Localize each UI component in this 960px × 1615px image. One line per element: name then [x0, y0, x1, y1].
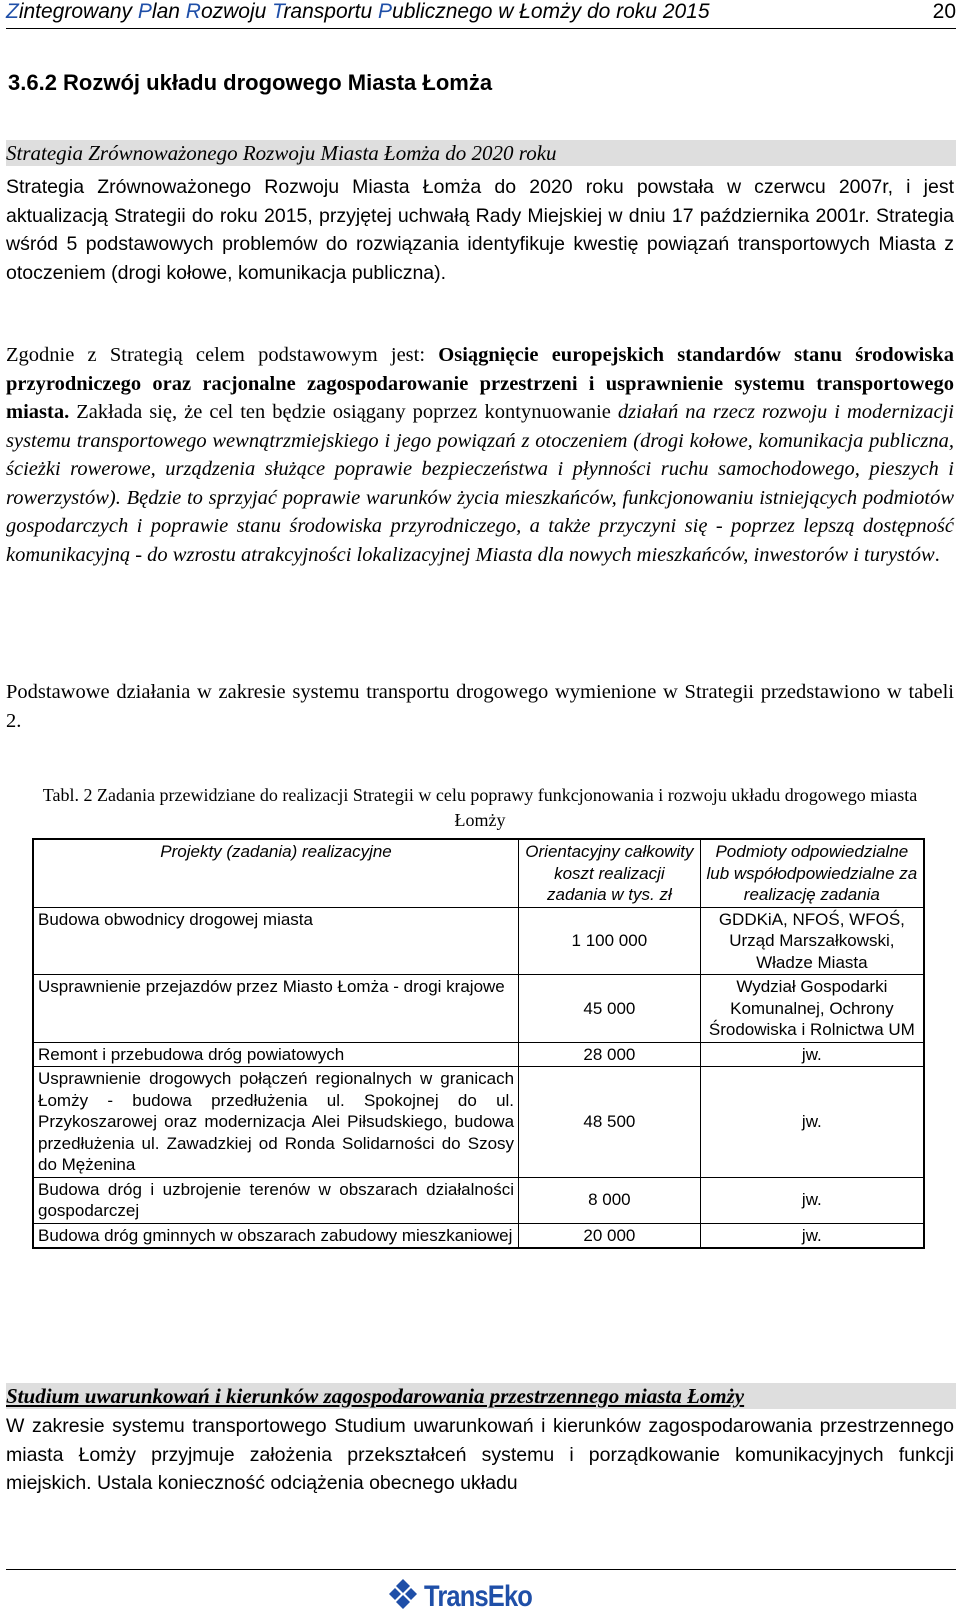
table-row	[33, 907, 924, 975]
section-heading: 3.6.2 Rozwój układu drogowego Miasta Łomża	[8, 70, 493, 95]
entity-cell: GDDKiA, NFOŚ, WFOŚ, Urząd Marszałkowski, Władze Miasta	[700, 907, 924, 975]
goal-continuation: Zakłada się, że cel ten będzie osiągany poprzez kontynuowanie	[69, 401, 618, 423]
cost-cell: 28 000	[519, 1042, 701, 1067]
study-heading: Studium uwarunkowań i kierunków zagospodarowania przestrzennego miasta Łomży	[6, 1383, 956, 1409]
table-row	[33, 975, 924, 1043]
page-number: 20	[932, 0, 956, 23]
logo-text: TransEko	[424, 1579, 533, 1613]
tasks-table	[32, 838, 925, 1249]
cost-cell: 48 500	[519, 1067, 701, 1178]
entity-cell: jw.	[700, 1223, 924, 1248]
goal-end: .	[934, 543, 940, 566]
goal-actions: działań na rzecz rozwoju i modernizacji systemu transportowego wewnątrzmiejskiego i jego powiązań z otoczeniem (drogi kołowe, komunikacja publiczna, ścieżki rowerowe, urządzenia służące poprawie bezpieczeństwa i płynności ruchu samochodowego, pieszych i rowerzystów). Będzie to sprzyjać poprawie warunków życia mieszkańców, funkcjonowaniu istniejących podmiotów gospodarczych i poprawie stanu środowiska przyrodniczego, a także przyczyni się - poprzez lepszą dostępność komunikacyjną - do wzrostu atrakcyjności lokalizacyjnej Miasta dla nowych mieszkańców, inwestorów i turystów	[6, 401, 954, 566]
entity-cell: jw.	[700, 1042, 924, 1067]
title-segment: ublicznego w Łomży do roku 2015	[392, 0, 710, 23]
cost-cell: 45 000	[519, 975, 701, 1043]
table-header-row	[33, 839, 924, 907]
title-segment: ozwoju	[200, 0, 273, 23]
entity-cell: jw.	[700, 1177, 924, 1223]
title-segment: ransportu	[283, 0, 378, 23]
page-footer	[6, 1569, 956, 1612]
task-cell: Usprawnienie przejazdów przez Miasto Łomża - drogi krajowe	[33, 975, 519, 1043]
transeko-logo	[388, 1578, 551, 1615]
title-segment: integrowany	[18, 0, 138, 23]
title-initial: R	[185, 0, 201, 23]
study-paragraph: W zakresie systemu transportowego Studium uwarunkowań i kierunków zagospodarowania przestrzennego miasta Łomży przyjmuje założenia przekształceń systemu i porządkowanie komunikacyjnych funkcji miejskich. Ustala konieczność odciążenia obecnego układu	[6, 1415, 954, 1494]
task-cell: Usprawnienie drogowych połączeń regionalnych w granicach Łomży - budowa przedłużenia ul. Spokojnej do ul. Przykoszarowej oraz modernizacja Alei Piłsudskiego, budowa przedłużenia ul. Zawadzkiej od Ronda Solidarności do Szosy do Mężenina	[33, 1067, 519, 1178]
running-header	[6, 0, 956, 29]
strategy-paragraph-2	[6, 341, 954, 569]
strategy-heading: Strategia Zrównoważonego Rozwoju Miasta Łomża do 2020 roku	[6, 140, 956, 166]
cost-cell: 20 000	[519, 1223, 701, 1248]
entity-cell: Wydział Gospodarki Komunalnej, Ochrony Środowiska i Rolnictwa UM	[700, 975, 924, 1043]
header-entities: Podmioty odpowiedzialne lub współodpowiedzialne za realizację zadania	[700, 839, 924, 907]
strategy-paragraph-3: Podstawowe działania w zakresie systemu transportu drogowego wymienione w Strategii przedstawiono w tabeli 2.	[6, 681, 954, 732]
task-cell: Budowa obwodnicy drogowej miasta	[33, 907, 519, 975]
cost-cell: 8 000	[519, 1177, 701, 1223]
strategy-paragraph-1: Strategia Zrównoważonego Rozwoju Miasta Łomża do 2020 roku powstała w czerwcu 2007r, i jest aktualizacją Strategii do roku 2015, przyjętej uchwałą Rady Miejskiej w dniu 17 października 2001r. Strategia wśród 5 podstawowych problemów do rozwiązania identyfikuje kwestię powiązań transportowych Miasta z otoczeniem (drogi kołowe, komunikacja publiczna).	[6, 176, 954, 284]
task-cell: Budowa dróg gminnych w obszarach zabudowy mieszkaniowej	[33, 1223, 519, 1248]
header-tasks: Projekty (zadania) realizacyjne	[33, 839, 519, 907]
title-initial: P	[378, 0, 393, 23]
cost-cell: 1 100 000	[519, 907, 701, 975]
entity-cell: jw.	[700, 1067, 924, 1178]
transeko-logo-icon	[388, 1578, 418, 1615]
title-initial: T	[272, 0, 284, 23]
title-initial: P	[137, 0, 152, 23]
table-row	[33, 1177, 924, 1223]
title-initial: Z	[6, 0, 19, 23]
goal-intro: Zgodnie z Strategią celem podstawowym jest:	[6, 344, 439, 366]
title-segment: lan	[151, 0, 186, 23]
table-caption: Tabl. 2 Zadania przewidziane do realizacji Strategii w celu poprawy funkcjonowania i rozwoju układu drogowego miasta Łomży	[42, 785, 918, 830]
table-row	[33, 1067, 924, 1178]
table-row	[33, 1223, 924, 1248]
table-row	[33, 1042, 924, 1067]
document-title	[6, 0, 710, 24]
header-cost: Orientacyjny całkowity koszt realizacji zadania w tys. zł	[519, 839, 701, 907]
task-cell: Remont i przebudowa dróg powiatowych	[33, 1042, 519, 1067]
task-cell: Budowa dróg i uzbrojenie terenów w obszarach działalności gospodarczej	[33, 1177, 519, 1223]
goal-statement: Osiągnięcie europejskich standardów stanu środowiska przyrodniczego oraz racjonalne zagospodarowanie przestrzeni i usprawnienie systemu transportowego miasta.	[6, 344, 954, 423]
